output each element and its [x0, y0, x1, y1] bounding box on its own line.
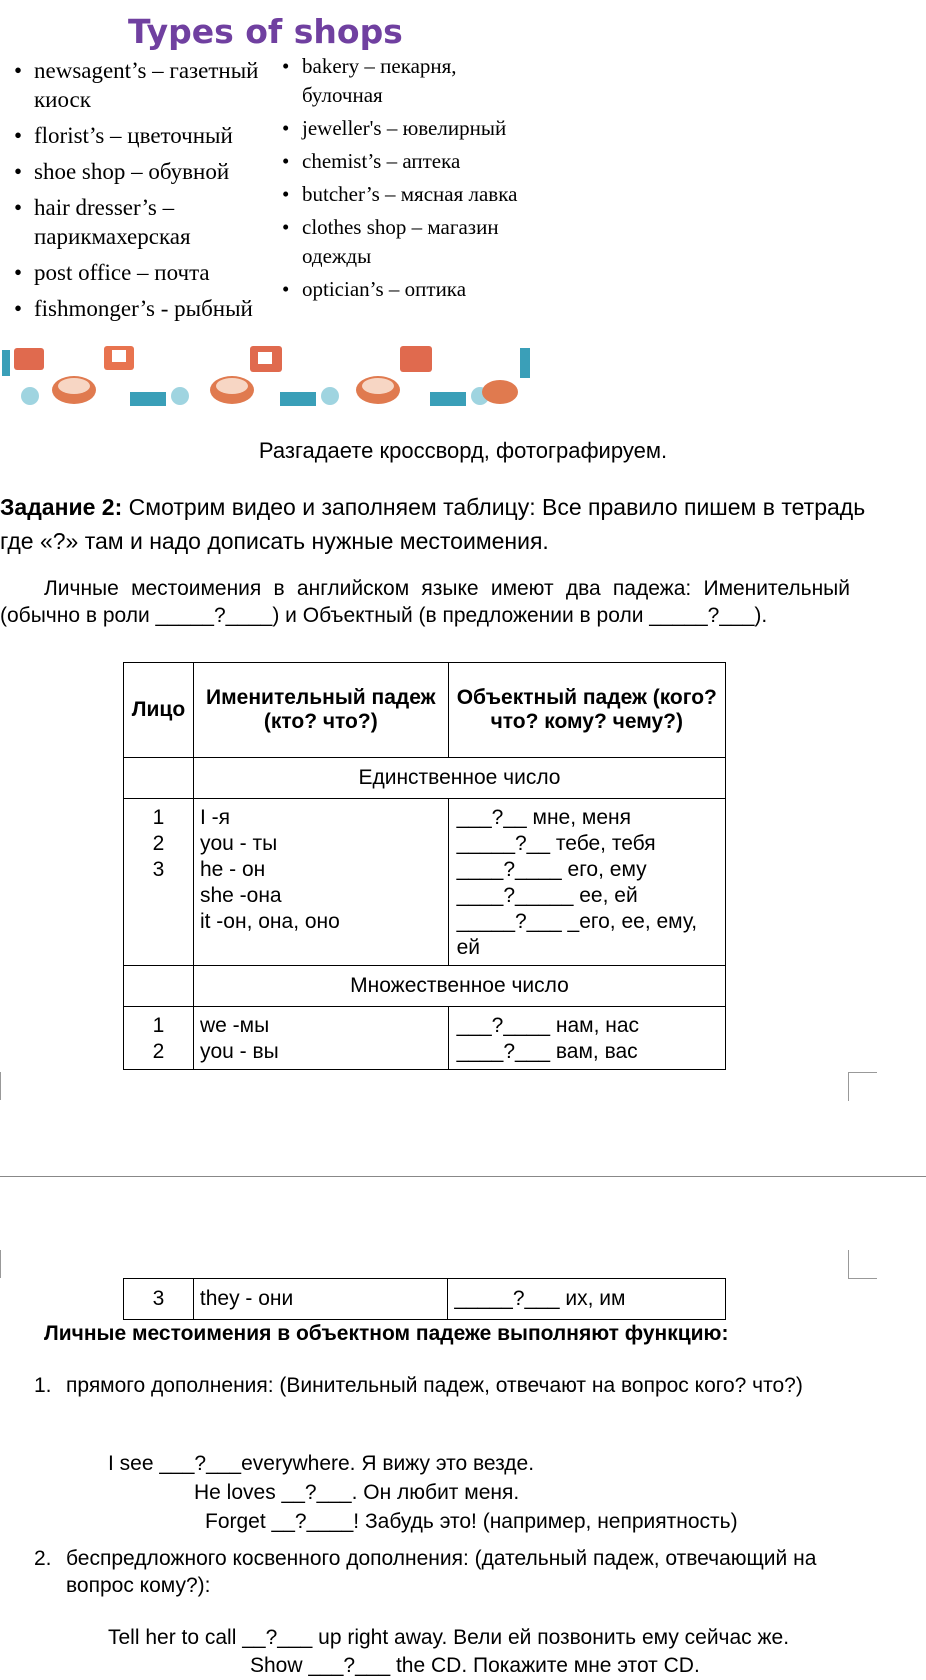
box-icon — [130, 392, 166, 406]
objective-pronoun: _____?__ тебе, тебя — [456, 832, 656, 855]
box-icon — [280, 392, 316, 406]
bag-icon — [400, 346, 432, 372]
box-icon — [430, 392, 466, 406]
objective-pronoun: ____?___ вам, вас — [456, 1040, 638, 1063]
objective-pronoun: ____?_____ ее, ей — [456, 884, 638, 907]
person-number: 3 — [124, 1279, 194, 1320]
page-margin-mark — [0, 1072, 1, 1100]
person-number: 1 — [152, 806, 165, 829]
shops-title: Types of shops — [128, 12, 403, 51]
list-item: • clothes shop – магазин одежды — [280, 213, 530, 271]
page-corner-mark — [848, 1250, 877, 1279]
bag-icon — [104, 346, 134, 370]
list-item: • bakery – пекарня, булочная — [280, 52, 530, 110]
crossword-instruction: Разгадаете кроссворд, фотографируем. — [258, 438, 668, 463]
objective-pronoun: ____?____ его, ему — [456, 858, 647, 881]
list-item: • post office – почта — [12, 258, 272, 287]
example-sentence: Forget __?____! Забудь это! (например, неприятность) — [205, 1510, 738, 1533]
objective-pronoun: ___?__ мне, меня — [456, 806, 631, 829]
shopping-pattern-banner — [0, 346, 536, 408]
table-row — [124, 1279, 726, 1320]
plural-label: Множественное число — [193, 966, 725, 1007]
person-number: 2 — [152, 832, 165, 855]
pronoun-table-continued — [123, 1278, 726, 1320]
example-sentence: He loves __?___. Он любит меня. — [194, 1481, 520, 1504]
shop-list-left — [12, 56, 272, 330]
objective-pronoun: _____?___ их, им — [448, 1279, 726, 1320]
list-item: • fishmonger’s - рыбный — [12, 294, 272, 323]
jar-icon — [210, 376, 254, 404]
list-item: • chemist’s – аптека — [280, 147, 530, 176]
list-item: • hair dresser’s – парикмахерская — [12, 193, 272, 251]
task2-label: Задание 2: — [0, 494, 123, 520]
objective-pronoun: ___?____ нам, нас — [456, 1014, 640, 1037]
nominative-pronoun: we -мы — [199, 1014, 270, 1037]
header-objective: Объектный падеж (кого? что? кому? чему?) — [448, 663, 725, 758]
header-nominative: Именительный падеж (кто? что?) — [193, 663, 448, 758]
page-margin-mark — [0, 1250, 1, 1278]
nominative-pronoun: you - вы — [199, 1040, 279, 1063]
shop-list-right — [280, 52, 530, 308]
bag-icon — [250, 346, 282, 372]
function-item-text: беспредложного косвенного дополнения: (дательный падеж, отвечающий на вопрос кому?): — [66, 1547, 817, 1597]
objective-pronoun: _____?___ _его, ее, ему, ей — [456, 910, 698, 959]
task2-text: Смотрим видео и заполняем таблицу: Все правило пишем в тетрадь где «?» там и надо дописать нужные местоимения. — [0, 494, 866, 554]
nominative-pronoun: I -я — [199, 806, 231, 829]
nominative-pronoun: it -он, она, оно — [199, 910, 340, 933]
function-item-text: прямого дополнения: (Винительный падеж, отвечают на вопрос кого? что?) — [66, 1374, 803, 1397]
singular-label: Единственное число — [193, 758, 725, 799]
pronoun-table — [123, 662, 726, 1070]
header-person: Лицо — [124, 663, 194, 758]
list-item: • jeweller's – ювелирный — [280, 114, 530, 143]
person-number: 3 — [152, 858, 165, 881]
nominative-pronoun: he - он — [199, 858, 266, 881]
person-number: 1 — [152, 1014, 165, 1037]
list-item: • butcher’s – мясная лавка — [280, 180, 530, 209]
bag-icon — [14, 348, 44, 370]
list-item: • newsagent’s – газетный киоск — [12, 56, 272, 114]
list-item: • optician’s – оптика — [280, 275, 530, 304]
person-number: 2 — [152, 1040, 165, 1063]
page-corner-mark — [848, 1072, 877, 1101]
nominative-pronoun: you - ты — [199, 832, 278, 855]
nominative-pronoun: she -она — [199, 884, 282, 907]
page-separator — [0, 1176, 926, 1177]
list-item: • florist’s – цветочный — [12, 121, 272, 150]
example-sentence: Show ___?___ the CD. Покажите мне этот CD. — [250, 1654, 700, 1677]
function-item-2: 2. беспредложного косвенного дополнения: (дательный падеж, отвечающий на вопрос кому?): — [34, 1545, 834, 1599]
jar-icon — [52, 376, 96, 404]
task2-instruction — [0, 490, 870, 558]
pronoun-paragraph — [0, 575, 850, 629]
list-item: • shoe shop – обувной — [12, 157, 272, 186]
jar-icon — [356, 376, 400, 404]
nominative-pronoun: they - они — [193, 1279, 448, 1320]
functions-title: Личные местоимения в объектном падеже выполняют функцию: — [44, 1322, 729, 1345]
example-sentence: Tell her to call __?___ up right away. Вели ей позвонить ему сейчас же. — [108, 1626, 790, 1649]
example-sentence: I see ___?___everywhere. Я вижу это везде. — [108, 1452, 535, 1475]
paragraph-text: Личные местоимения в английском языке имеют два падежа: Именительный (обычно в роли _____?____) и Объектный (в предложении в роли _____?___). — [0, 577, 850, 627]
function-item-1: 1. прямого дополнения: (Винительный падеж, отвечают на вопрос кого? что?) — [34, 1372, 834, 1399]
